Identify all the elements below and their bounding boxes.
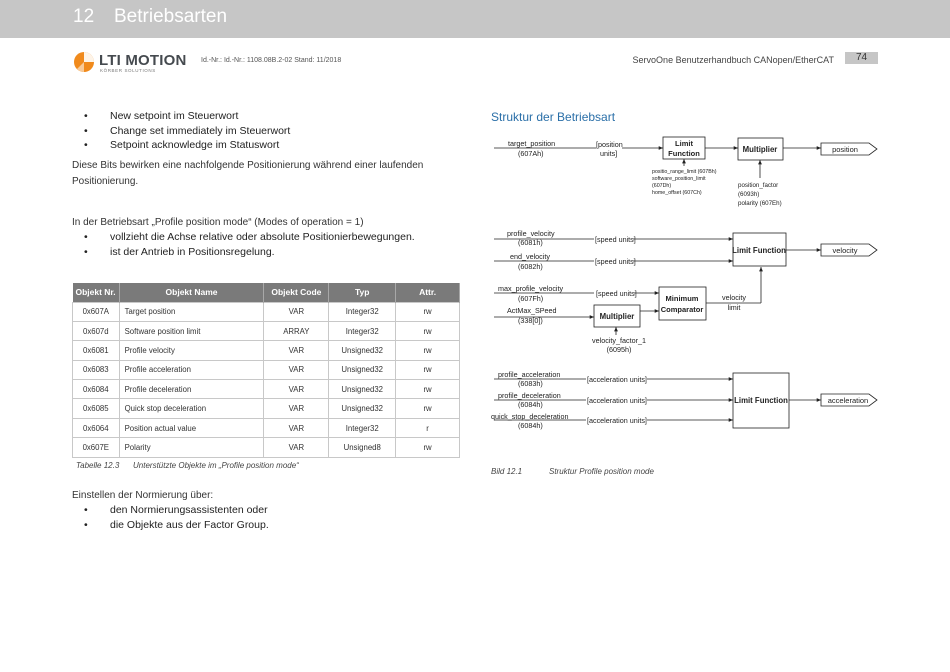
setpoint-bullet-list: [84, 109, 290, 153]
col-header-objekt-code: Objekt Code: [264, 283, 329, 302]
table-row: [73, 418, 460, 437]
chapter-title: Betriebsarten: [114, 6, 228, 27]
cell-objekt-name: Position actual value: [119, 418, 264, 437]
label-profile-deceleration-idx: (6084h): [518, 400, 543, 409]
position-factor-1: position_factor: [738, 182, 779, 189]
minimum-label-1: Minimum: [665, 294, 699, 303]
chapter-bar: [0, 0, 950, 38]
paragraph-normierung: Einstellen der Normierung über:: [72, 490, 214, 501]
cell-objekt-code: VAR: [264, 438, 329, 457]
velocity-limit-label-2: limit: [727, 303, 741, 312]
page-number: 74: [845, 52, 878, 64]
label-acceleration-units-3: [acceleration units]: [587, 416, 647, 425]
cell-objekt-code: ARRAY: [264, 321, 329, 340]
logo-subtext: KÖRBER SOLUTIONS: [100, 68, 156, 73]
list-item: • Change set immediately im Steuerwort: [84, 124, 290, 139]
list-item: • den Normierungsassistenten oder: [84, 503, 269, 518]
logo-text: LTI MOTION: [99, 52, 187, 69]
limit-note-4: home_offset (607Ch): [652, 190, 702, 196]
label-position-units-2: units]: [600, 149, 618, 158]
cell-objekt-nr: 0x607d: [73, 321, 120, 340]
position-factor-2: (6093h): [738, 191, 760, 198]
cell-objekt-name: Software position limit: [119, 321, 264, 340]
label-quick-stop-deceleration-idx: (6084h): [518, 421, 543, 430]
cell-objekt-nr: 0x6083: [73, 360, 120, 379]
label-max-profile-velocity-idx: (607Fh): [518, 294, 544, 303]
limit-note-1: positio_range_limit (607Bh): [652, 169, 717, 175]
cell-typ: Integer32: [329, 321, 396, 340]
col-header-typ: Typ: [329, 283, 396, 302]
velocity-output-label: velocity: [832, 246, 858, 255]
cell-attr: rw: [396, 438, 460, 457]
label-target-position-idx: (607Ah): [518, 149, 544, 158]
label-end-velocity: end_velocity: [510, 252, 550, 261]
cell-attr: rw: [396, 321, 460, 340]
paragraph-mode: In der Betriebsart „Profile position mode“ (Modes of operation = 1): [72, 217, 364, 228]
logo-mark-icon: [73, 51, 95, 73]
cell-attr: rw: [396, 360, 460, 379]
list-item: • New setpoint im Steuerwort: [84, 109, 290, 124]
minimum-label-2: Comparator: [660, 305, 704, 314]
acceleration-output-label: acceleration: [827, 396, 869, 405]
cell-attr: r: [396, 418, 460, 437]
table-row: [73, 438, 460, 457]
cell-objekt-name: Profile velocity: [119, 341, 264, 360]
cell-objekt-name: Quick stop deceleration: [119, 399, 264, 418]
cell-objekt-name: Profile deceleration: [119, 380, 264, 399]
label-acceleration-units-1: [acceleration units]: [587, 375, 647, 384]
cell-objekt-nr: 0x6085: [73, 399, 120, 418]
objects-table: [72, 283, 460, 458]
label-profile-velocity-idx: (6081h): [518, 238, 543, 247]
col-header-objekt-nr: Objekt Nr.: [73, 283, 120, 302]
cell-objekt-nr: 0x6084: [73, 380, 120, 399]
lti-motion-logo: [73, 51, 193, 75]
list-item: • die Objekte aus der Factor Group.: [84, 518, 269, 533]
cell-objekt-code: VAR: [264, 360, 329, 379]
label-speed-units-2: [speed units]: [595, 257, 636, 266]
table-row: [73, 399, 460, 418]
col-header-attr: Attr.: [396, 283, 460, 302]
table-row: [73, 321, 460, 340]
cell-objekt-name: Profile acceleration: [119, 360, 264, 379]
cell-objekt-nr: 0x6081: [73, 341, 120, 360]
normierung-bullet-list: [84, 503, 269, 532]
label-acceleration-units-2: [acceleration units]: [587, 396, 647, 405]
label-actmax-speed: ActMax_SPeed: [507, 306, 557, 315]
label-quick-stop-deceleration: quick_stop_deceleration: [491, 412, 569, 421]
list-item: • vollzieht die Achse relative oder absolute Positionierbewegungen.: [84, 230, 415, 245]
cell-attr: rw: [396, 341, 460, 360]
label-profile-velocity: profile_velocity: [507, 229, 555, 238]
table-caption-text: Unterstützte Objekte im „Profile position mode“: [133, 461, 299, 470]
cell-attr: rw: [396, 302, 460, 321]
label-end-velocity-idx: (6082h): [518, 262, 543, 271]
limit-function-label-1: Limit: [675, 139, 693, 148]
velocity-factor-label-1: velocity_factor_1: [592, 336, 646, 345]
cell-objekt-nr: 0x607E: [73, 438, 120, 457]
paragraph-bits: Diese Bits bewirken eine nachfolgende Positionierung während einer laufenden Positionierung.: [72, 160, 424, 187]
cell-objekt-code: VAR: [264, 302, 329, 321]
list-item: • Setpoint acknowledge im Statuswort: [84, 138, 290, 153]
cell-attr: rw: [396, 380, 460, 399]
cell-objekt-name: Target position: [119, 302, 264, 321]
cell-objekt-name: Polarity: [119, 438, 264, 457]
cell-typ: Integer32: [329, 418, 396, 437]
manual-title: ServoOne Benutzerhandbuch CANopen/EtherCAT: [632, 55, 834, 65]
label-actmax-speed-idx: (338[0]): [518, 316, 543, 325]
limit-function-label-velocity: Limit Function: [732, 246, 786, 255]
structure-title: Struktur der Betriebsart: [491, 110, 616, 124]
label-profile-deceleration: profile_deceleration: [498, 391, 561, 400]
table-row: [73, 302, 460, 321]
cell-objekt-nr: 0x6064: [73, 418, 120, 437]
multiplier-label-2: Multiplier: [599, 312, 635, 321]
label-max-profile-velocity: max_profile_velocity: [498, 284, 564, 293]
cell-objekt-nr: 0x607A: [73, 302, 120, 321]
cell-objekt-code: VAR: [264, 341, 329, 360]
cell-typ: Unsigned8: [329, 438, 396, 457]
position-factor-3: polarity (607Eh): [738, 200, 782, 207]
label-profile-acceleration: profile_acceleration: [498, 370, 561, 379]
cell-objekt-code: VAR: [264, 380, 329, 399]
list-item: • ist der Antrieb in Positionsregelung.: [84, 245, 415, 260]
table-row: [73, 341, 460, 360]
label-position-units-1: [position: [596, 140, 623, 149]
velocity-factor-label-2: (6095h): [606, 345, 632, 354]
mode-bullet-list: [84, 230, 415, 259]
figure-caption-text: Struktur Profile position mode: [549, 467, 654, 476]
cell-typ: Unsigned32: [329, 399, 396, 418]
table-header-row: [73, 283, 460, 302]
cell-typ: Unsigned32: [329, 380, 396, 399]
label-speed-units-1: [speed units]: [595, 235, 636, 244]
chapter-number: 12: [73, 6, 95, 27]
figure-caption-number: Bild 12.1: [491, 467, 523, 476]
label-target-position: target_position: [508, 139, 556, 148]
cell-objekt-code: VAR: [264, 418, 329, 437]
doc-id: Id.-Nr.: Id.-Nr.: 1108.08B.2-02 Stand: 11/2018: [201, 57, 342, 64]
table-row: [73, 380, 460, 399]
table-caption-number: Tabelle 12.3: [76, 461, 120, 470]
profile-position-diagram: [488, 130, 883, 450]
cell-attr: rw: [396, 399, 460, 418]
limit-note-3: (607Dh): [652, 183, 672, 189]
col-header-objekt-name: Objekt Name: [119, 283, 264, 302]
limit-note-2: software_position_limit: [652, 176, 706, 182]
limit-function-label-acceleration: Limit Function: [734, 396, 788, 405]
cell-typ: Unsigned32: [329, 360, 396, 379]
position-output-label: position: [832, 145, 858, 154]
cell-typ: Unsigned32: [329, 341, 396, 360]
minimum-comparator-box: [659, 287, 706, 320]
cell-objekt-code: VAR: [264, 399, 329, 418]
velocity-limit-label-1: velocity: [722, 293, 746, 302]
multiplier-label-1: Multiplier: [742, 145, 778, 154]
limit-function-label-2: Function: [668, 149, 700, 158]
table-row: [73, 360, 460, 379]
label-profile-acceleration-idx: (6083h): [518, 379, 543, 388]
cell-typ: Integer32: [329, 302, 396, 321]
label-speed-units-3: [speed units]: [596, 289, 637, 298]
